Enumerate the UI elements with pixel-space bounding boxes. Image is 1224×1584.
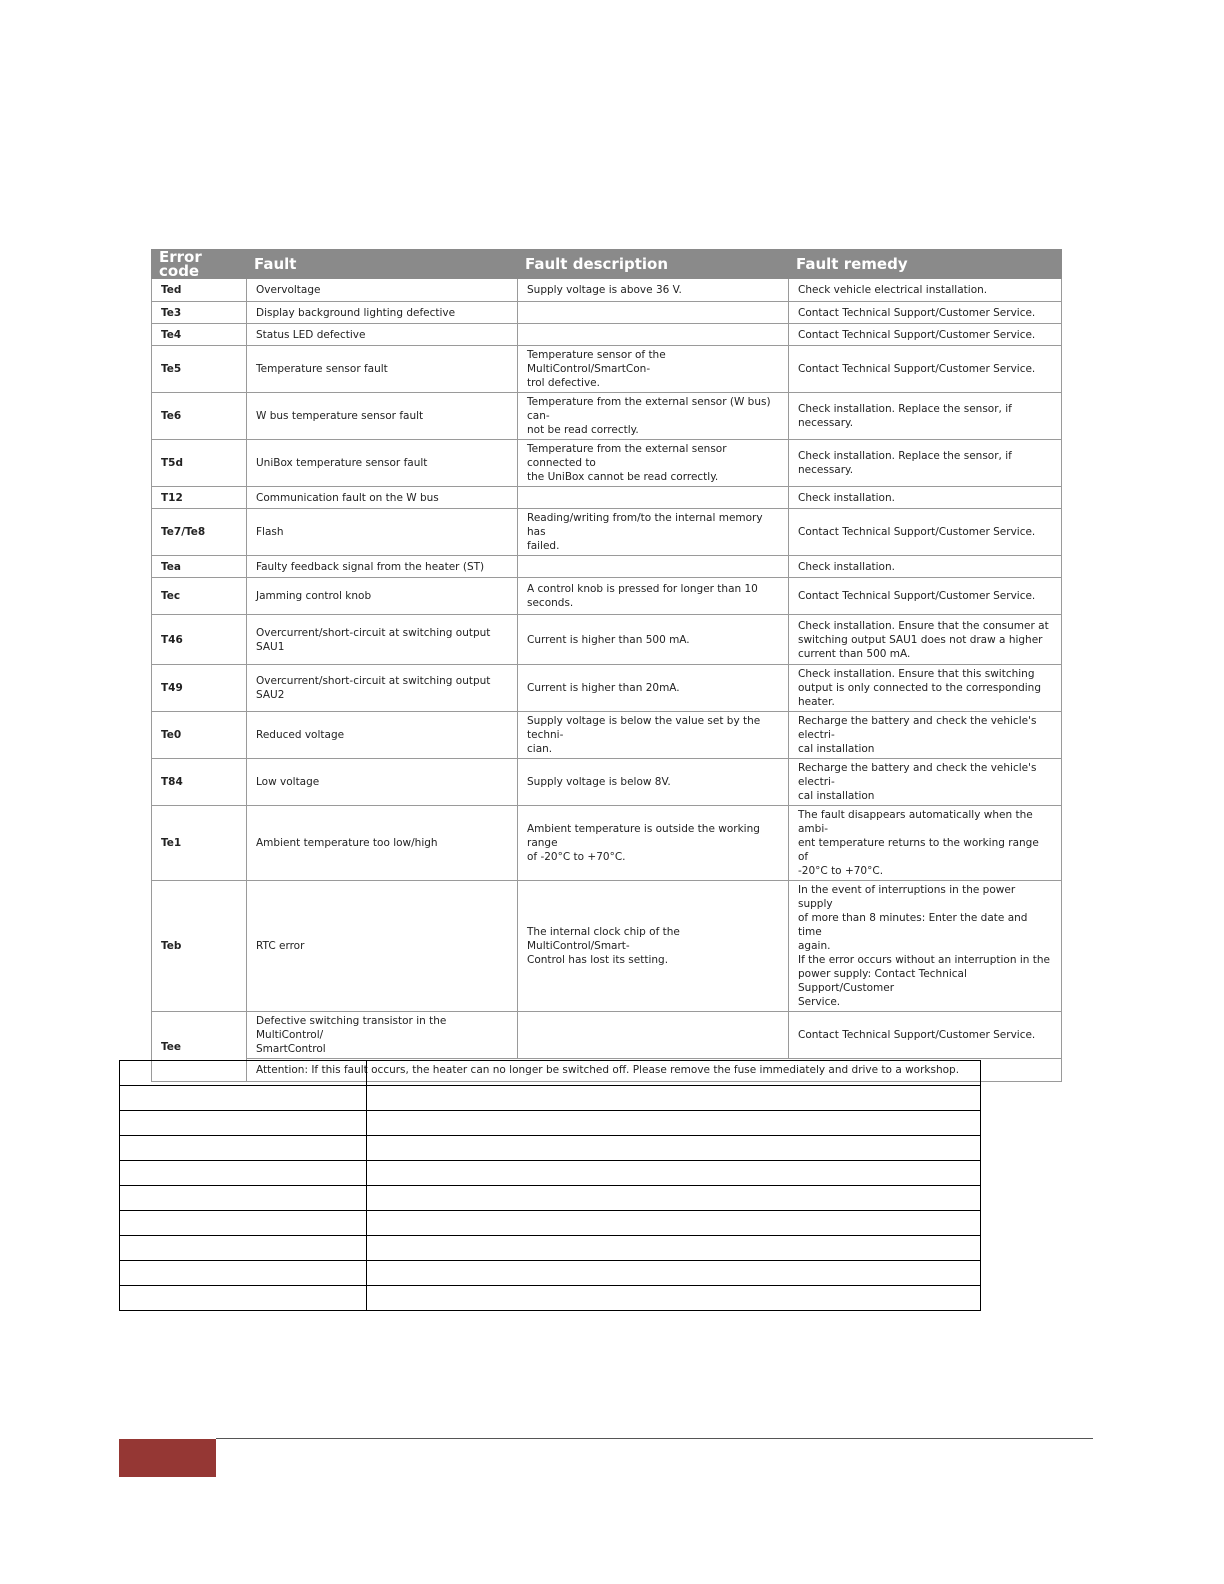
empty-row <box>120 1161 981 1186</box>
description-cell <box>518 556 789 578</box>
table-row <box>152 279 1062 302</box>
empty-label-cell <box>120 1061 367 1086</box>
remedy-cell: Check installation. Replace the sensor, if necessary. <box>789 440 1062 487</box>
table-row <box>152 487 1062 509</box>
error-code-cell: Ted <box>152 279 247 302</box>
table-row <box>152 578 1062 615</box>
remedy-cell: Contact Technical Support/Customer Service. <box>789 324 1062 346</box>
empty-value-cell <box>367 1061 981 1086</box>
empty-form-table <box>119 1060 981 1311</box>
error-code-cell: T49 <box>152 665 247 712</box>
fault-cell: Overcurrent/short-circuit at switching output SAU1 <box>247 615 518 665</box>
fault-cell: Faulty feedback signal from the heater (ST) <box>247 556 518 578</box>
fault-cell: Overcurrent/short-circuit at switching output SAU2 <box>247 665 518 712</box>
empty-value-cell <box>367 1136 981 1161</box>
description-cell: Temperature from the external sensor (W bus) can- not be read correctly. <box>518 393 789 440</box>
description-cell: Supply voltage is below 8V. <box>518 759 789 806</box>
table-row <box>152 665 1062 712</box>
description-cell: Ambient temperature is outside the working range of -20°C to +70°C. <box>518 806 789 881</box>
error-code-cell: Tea <box>152 556 247 578</box>
empty-value-cell <box>367 1211 981 1236</box>
table-row <box>152 393 1062 440</box>
fault-cell: Defective switching transistor in the MultiControl/ SmartControl <box>247 1012 518 1059</box>
error-code-cell: Te5 <box>152 346 247 393</box>
remedy-cell: Contact Technical Support/Customer Service. <box>789 1012 1062 1059</box>
fault-cell: UniBox temperature sensor fault <box>247 440 518 487</box>
remedy-cell: The fault disappears automatically when the ambi- ent temperature returns to the working range of -20°C to +70°C. <box>789 806 1062 881</box>
header-error-code: Error code <box>152 250 247 279</box>
header-fault: Fault <box>247 250 518 279</box>
empty-label-cell <box>120 1086 367 1111</box>
fault-cell: Overvoltage <box>247 279 518 302</box>
error-code-cell: Teb <box>152 881 247 1012</box>
remedy-cell: Contact Technical Support/Customer Service. <box>789 509 1062 556</box>
table-row <box>152 324 1062 346</box>
empty-row <box>120 1136 981 1161</box>
remedy-cell: In the event of interruptions in the power supply of more than 8 minutes: Enter the date and time again. If the error occurs without an interruption in the power supply: Contact Technical Support/Customer Service. <box>789 881 1062 1012</box>
fault-cell: Status LED defective <box>247 324 518 346</box>
fault-cell: Reduced voltage <box>247 712 518 759</box>
error-code-cell: Te6 <box>152 393 247 440</box>
empty-label-cell <box>120 1286 367 1311</box>
fault-cell: Temperature sensor fault <box>247 346 518 393</box>
description-cell: Current is higher than 500 mA. <box>518 615 789 665</box>
empty-row <box>120 1211 981 1236</box>
empty-row <box>120 1111 981 1136</box>
table-row <box>152 615 1062 665</box>
empty-value-cell <box>367 1111 981 1136</box>
description-cell <box>518 302 789 324</box>
remedy-cell: Recharge the battery and check the vehicle's electri- cal installation <box>789 712 1062 759</box>
empty-label-cell <box>120 1136 367 1161</box>
fault-code-table <box>151 249 1062 1082</box>
remedy-cell: Contact Technical Support/Customer Service. <box>789 578 1062 615</box>
table-row <box>152 712 1062 759</box>
fault-cell: Flash <box>247 509 518 556</box>
remedy-cell: Recharge the battery and check the vehicle's electri- cal installation <box>789 759 1062 806</box>
table-row <box>152 509 1062 556</box>
description-cell <box>518 324 789 346</box>
description-cell: The internal clock chip of the MultiControl/Smart- Control has lost its setting. <box>518 881 789 1012</box>
empty-value-cell <box>367 1186 981 1211</box>
remedy-cell: Check installation. <box>789 556 1062 578</box>
description-cell: A control knob is pressed for longer than 10 seconds. <box>518 578 789 615</box>
remedy-cell: Check installation. <box>789 487 1062 509</box>
error-code-cell: Tec <box>152 578 247 615</box>
fault-cell: Jamming control knob <box>247 578 518 615</box>
table-row <box>152 806 1062 881</box>
error-code-cell: Te1 <box>152 806 247 881</box>
fault-cell: W bus temperature sensor fault <box>247 393 518 440</box>
empty-label-cell <box>120 1111 367 1136</box>
description-cell: Temperature from the external sensor connected to the UniBox cannot be read correctly. <box>518 440 789 487</box>
description-cell: Temperature sensor of the MultiControl/SmartCon- trol defective. <box>518 346 789 393</box>
fault-cell: RTC error <box>247 881 518 1012</box>
error-code-cell: T46 <box>152 615 247 665</box>
remedy-cell: Check installation. Ensure that the consumer at switching output SAU1 does not draw a higher current than 500 mA. <box>789 615 1062 665</box>
table-header-row <box>152 250 1062 279</box>
error-code-cell: T12 <box>152 487 247 509</box>
table-row <box>152 346 1062 393</box>
header-fault-description: Fault description <box>518 250 789 279</box>
error-code-cell: Te7/Te8 <box>152 509 247 556</box>
empty-label-cell <box>120 1161 367 1186</box>
table-row <box>152 759 1062 806</box>
fault-cell: Low voltage <box>247 759 518 806</box>
empty-row <box>120 1061 981 1086</box>
empty-value-cell <box>367 1086 981 1111</box>
description-cell: Supply voltage is below the value set by the techni- cian. <box>518 712 789 759</box>
empty-label-cell <box>120 1211 367 1236</box>
fault-cell: Communication fault on the W bus <box>247 487 518 509</box>
table-row <box>152 440 1062 487</box>
remedy-cell: Check installation. Replace the sensor, if necessary. <box>789 393 1062 440</box>
header-fault-remedy: Fault remedy <box>789 250 1062 279</box>
fault-cell: Ambient temperature too low/high <box>247 806 518 881</box>
remedy-cell: Contact Technical Support/Customer Service. <box>789 302 1062 324</box>
fault-cell: Display background lighting defective <box>247 302 518 324</box>
description-cell: Current is higher than 20mA. <box>518 665 789 712</box>
empty-row <box>120 1261 981 1286</box>
table-row <box>152 556 1062 578</box>
remedy-cell: Check vehicle electrical installation. <box>789 279 1062 302</box>
empty-form-table-body <box>120 1061 981 1311</box>
error-code-cell: Tee <box>152 1012 247 1082</box>
error-code-cell: Te4 <box>152 324 247 346</box>
empty-value-cell <box>367 1161 981 1186</box>
remedy-cell: Contact Technical Support/Customer Service. <box>789 346 1062 393</box>
empty-row <box>120 1236 981 1261</box>
empty-row <box>120 1286 981 1311</box>
empty-label-cell <box>120 1186 367 1211</box>
error-code-cell: T5d <box>152 440 247 487</box>
error-code-cell: Te3 <box>152 302 247 324</box>
empty-row <box>120 1186 981 1211</box>
description-cell: Supply voltage is above 36 V. <box>518 279 789 302</box>
empty-value-cell <box>367 1261 981 1286</box>
empty-label-cell <box>120 1236 367 1261</box>
error-code-cell: T84 <box>152 759 247 806</box>
table-row <box>152 881 1062 1012</box>
empty-value-cell <box>367 1286 981 1311</box>
footer-rule <box>216 1438 1093 1439</box>
attention-note: Attention: If this fault occurs, the heater can no longer be switched off. Please remove the fuse immediately and drive to a workshop. <box>247 1059 1062 1082</box>
empty-value-cell <box>367 1236 981 1261</box>
empty-label-cell <box>120 1261 367 1286</box>
table-row <box>152 302 1062 324</box>
empty-row <box>120 1086 981 1111</box>
remedy-cell: Check installation. Ensure that this switching output is only connected to the corresponding heater. <box>789 665 1062 712</box>
description-cell: Reading/writing from/to the internal memory has failed. <box>518 509 789 556</box>
description-cell <box>518 487 789 509</box>
footer-accent-block <box>119 1439 216 1477</box>
fault-table-body <box>152 279 1062 1012</box>
description-cell <box>518 1012 789 1059</box>
error-code-cell: Te0 <box>152 712 247 759</box>
table-row <box>152 1012 1062 1059</box>
